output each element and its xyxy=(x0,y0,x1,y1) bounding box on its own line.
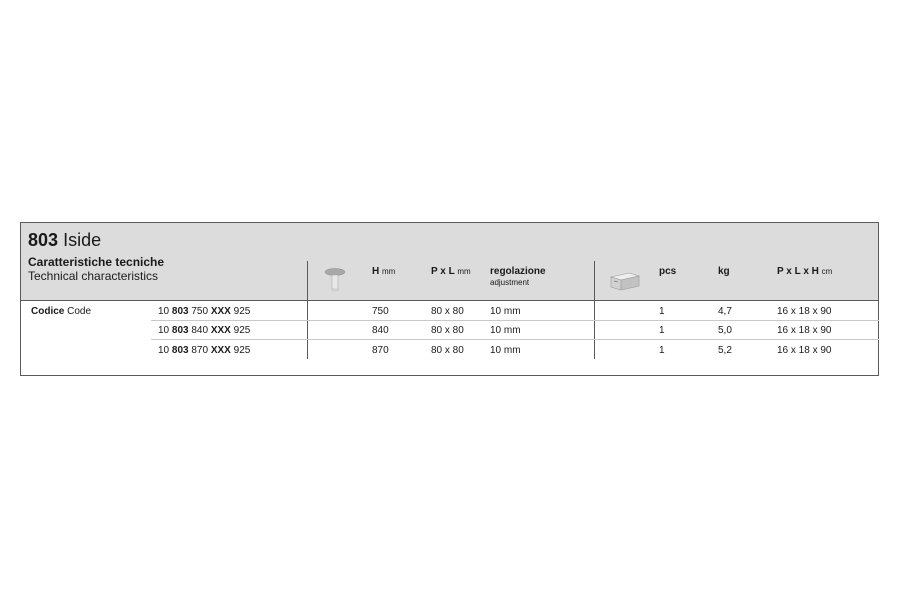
row-2-code: 10 803 840 XXX 925 xyxy=(158,325,251,336)
col-h-header: H mm xyxy=(372,266,396,277)
divider-right xyxy=(594,261,595,359)
row-divider xyxy=(151,339,879,340)
row-3-code: 10 803 870 XXX 925 xyxy=(158,345,251,356)
product-title xyxy=(28,230,101,251)
row-2-kg: 5,0 xyxy=(718,325,732,336)
header-band xyxy=(21,223,878,301)
col-adjust-subheader: adjustment xyxy=(490,278,530,287)
product-name: Iside xyxy=(63,230,102,250)
table-base-icon xyxy=(324,266,346,294)
col-kg-header: kg xyxy=(718,266,730,277)
divider-left xyxy=(307,261,308,359)
row-1-adjust: 10 mm xyxy=(490,306,521,317)
row-1-pxl: 80 x 80 xyxy=(431,306,464,317)
product-number: 803 xyxy=(28,230,59,250)
row-1-pcs: 1 xyxy=(659,306,665,317)
row-3-adjust: 10 mm xyxy=(490,345,521,356)
row-3-pcs: 1 xyxy=(659,345,665,356)
row-2-pxl: 80 x 80 xyxy=(431,325,464,336)
col-pack-header: P x L x H cm xyxy=(777,266,833,277)
row-1-kg: 4,7 xyxy=(718,306,732,317)
col-adjust-header: regolazione xyxy=(490,266,546,277)
col-pxl-header: P x L mm xyxy=(431,266,471,277)
col-pcs-header: pcs xyxy=(659,266,677,277)
section-title-it: Caratteristiche tecniche xyxy=(28,255,165,269)
row-2-adjust: 10 mm xyxy=(490,325,521,336)
row-1-code: 10 803 750 XXX 925 xyxy=(158,306,251,317)
row-1-pack: 16 x 18 x 90 xyxy=(777,306,832,317)
section-title-en: Technical characteristics xyxy=(28,269,159,283)
code-label: Codice Code xyxy=(31,306,92,317)
row-3-kg: 5,2 xyxy=(718,345,732,356)
row-3-h: 870 xyxy=(372,345,389,356)
row-2-pcs: 1 xyxy=(659,325,665,336)
row-1-h: 750 xyxy=(372,306,389,317)
row-divider xyxy=(151,320,879,321)
row-2-h: 840 xyxy=(372,325,389,336)
row-3-pxl: 80 x 80 xyxy=(431,345,464,356)
row-3-pack: 16 x 18 x 90 xyxy=(777,345,832,356)
row-2-pack: 16 x 18 x 90 xyxy=(777,325,832,336)
technical-sheet xyxy=(20,222,879,376)
package-box-icon xyxy=(609,268,641,292)
